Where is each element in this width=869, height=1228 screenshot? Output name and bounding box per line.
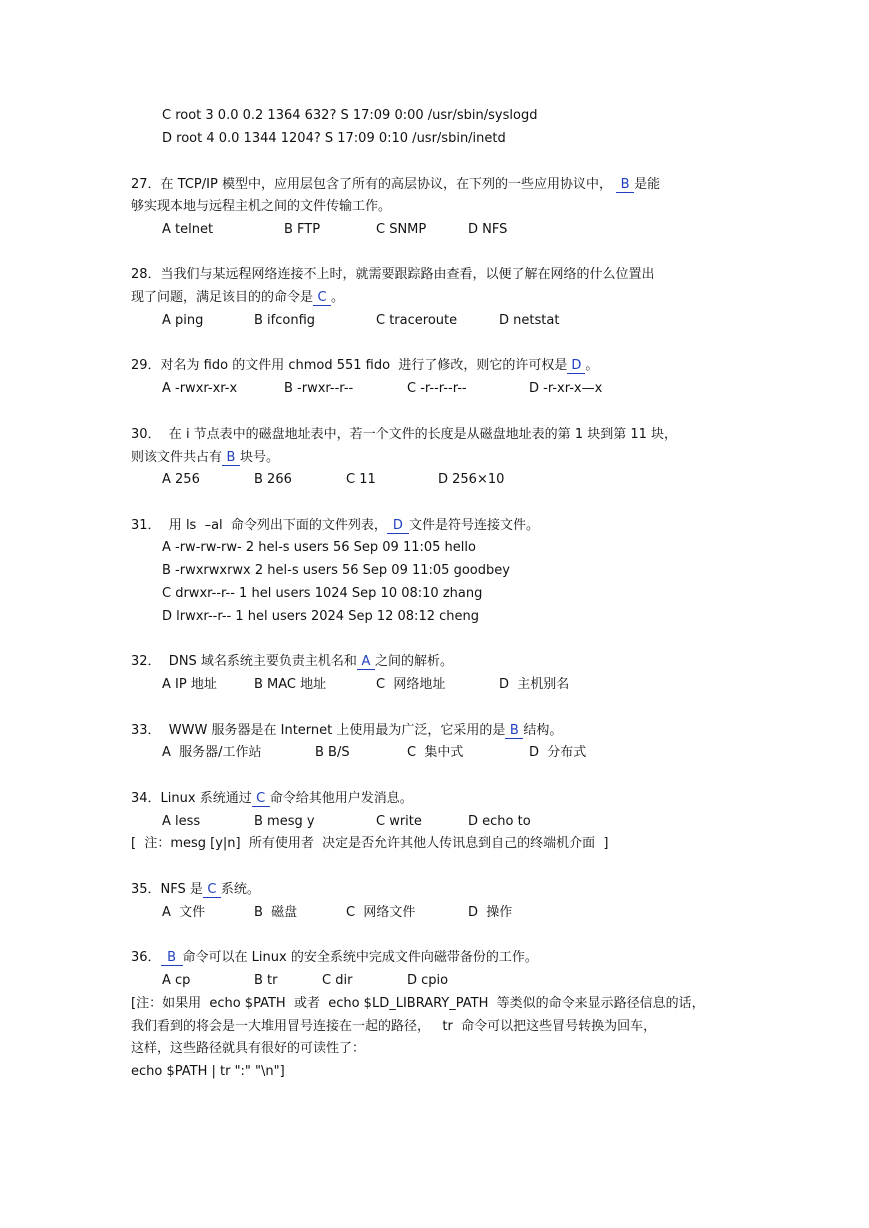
q34-note: [ 注：mesg [y|n] 所有使用者 决定是否允许其他人传讯息到自己的终端机介面 ] <box>131 836 609 851</box>
q32-option-c: C 网络地址 <box>376 677 446 692</box>
question-32: 32． DNS 域名系统主要负责主机名和 A 之间的解析。 <box>131 654 453 669</box>
answer-30: B <box>222 450 240 466</box>
q29-option-d: D -r-xr-x—x <box>529 381 603 396</box>
question-27-cont: 够实现本地与远程主机之间的文件传输工作。 <box>131 199 392 214</box>
q35-option-c: C 网络文件 <box>346 905 416 920</box>
answer-33: B <box>505 723 523 739</box>
q32-option-b: B MAC 地址 <box>254 677 327 692</box>
q36-option-b: B tr <box>254 973 278 988</box>
process-line-c: C root 3 0.0 0.2 1364 632? S 17:09 0:00 /usr/sbin/syslogd <box>162 108 538 123</box>
question-30-cont: 则该文件共占有 B 块号。 <box>131 450 280 465</box>
q27-option-a: A telnet <box>162 222 214 237</box>
q31-listing-a: A -rw-rw-rw- 2 hel-s users 56 Sep 09 11:05 hello <box>162 540 476 555</box>
q29-option-b: B -rwxr--r-- <box>284 381 354 396</box>
q35-option-a: A 文件 <box>162 905 206 920</box>
question-33: 33． WWW 服务器是在 Internet 上使用最为广泛，它采用的是 B 结构。 <box>131 723 563 738</box>
question-28-cont: 现了问题，满足该目的的命令是 C 。 <box>131 290 345 305</box>
q27-option-d: D NFS <box>468 222 508 237</box>
q28-option-a: A ping <box>162 313 204 328</box>
answer-31: D <box>387 518 409 534</box>
q33-option-b: B B/S <box>315 745 350 760</box>
q35-option-b: B 磁盘 <box>254 905 298 920</box>
q36-note-line-3: 这样，这些路径就具有很好的可读性了： <box>131 1041 366 1056</box>
q28-option-d: D netstat <box>499 313 560 328</box>
question-35: 35．NFS 是 C 系统。 <box>131 882 260 897</box>
q30-option-a: A 256 <box>162 472 200 487</box>
q36-note-line-1: [注：如果用 echo $PATH 或者 echo $LD_LIBRARY_PATH 等类似的命令来显示路径信息的话， <box>131 996 705 1011</box>
q34-option-b: B mesg y <box>254 814 315 829</box>
q33-option-c: C 集中式 <box>407 745 464 760</box>
question-29: 29．对名为 fido 的文件用 chmod 551 fido 进行了修改，则它的许可权是 D 。 <box>131 358 599 373</box>
answer-27: B <box>616 177 634 193</box>
q27-option-c: C SNMP <box>376 222 427 237</box>
question-27: 27．在 TCP/IP 模型中，应用层包含了所有的高层协议，在下列的一些应用协议中， B 是能 <box>131 177 661 192</box>
process-line-d: D root 4 0.0 1344 1204? S 17:09 0:10 /usr/sbin/inetd <box>162 131 506 146</box>
question-36: 36． B 命令可以在 Linux 的安全系统中完成文件向磁带备份的工作。 <box>131 950 538 965</box>
q32-option-d: D 主机别名 <box>499 677 570 692</box>
q31-listing-c: C drwxr--r-- 1 hel users 1024 Sep 10 08:10 zhang <box>162 586 483 601</box>
answer-34: C <box>252 791 270 807</box>
q29-option-a: A -rwxr-xr-x <box>162 381 238 396</box>
q29-option-c: C -r--r--r-- <box>407 381 467 396</box>
answer-28: C <box>313 290 331 306</box>
q30-option-d: D 256×10 <box>438 472 505 487</box>
q32-option-a: A IP 地址 <box>162 677 217 692</box>
q33-option-d: D 分布式 <box>529 745 587 760</box>
q30-option-c: C 11 <box>346 472 376 487</box>
q35-option-d: D 操作 <box>468 905 513 920</box>
answer-36: B <box>161 950 183 966</box>
question-31: 31． 用 ls –al 命令列出下面的文件列表， D 文件是符号连接文件。 <box>131 518 539 533</box>
answer-29: D <box>567 358 585 374</box>
q34-option-c: C write <box>376 814 422 829</box>
q36-note-line-4: echo $PATH | tr ":" "\n"] <box>131 1064 285 1079</box>
q31-listing-b: B -rwxrwxrwx 2 hel-s users 56 Sep 09 11:05 goodbey <box>162 563 510 578</box>
question-30: 30． 在 i 节点表中的磁盘地址表中，若一个文件的长度是从磁盘地址表的第 1 块到第 11 块， <box>131 427 678 442</box>
q27-option-b: B FTP <box>284 222 321 237</box>
q36-option-a: A cp <box>162 973 191 988</box>
q28-option-b: B ifconfig <box>254 313 316 328</box>
question-34: 34．Linux 系统通过 C 命令给其他用户发消息。 <box>131 791 413 806</box>
q36-option-d: D cpio <box>407 973 449 988</box>
q31-listing-d: D lrwxr--r-- 1 hel users 2024 Sep 12 08:12 cheng <box>162 609 479 624</box>
question-28: 28．当我们与某远程网络连接不上时，就需要跟踪路由查看，以便了解在网络的什么位置出 <box>131 267 655 282</box>
answer-35: C <box>203 882 221 898</box>
q34-option-a: A less <box>162 814 201 829</box>
q34-option-d: D echo to <box>468 814 531 829</box>
q33-option-a: A 服务器/工作站 <box>162 745 262 760</box>
q36-option-c: C dir <box>322 973 353 988</box>
q36-note-line-2: 我们看到的将会是一大堆用冒号连接在一起的路径， tr 命令可以把这些冒号转换为回车， <box>131 1019 657 1034</box>
q28-option-c: C traceroute <box>376 313 458 328</box>
answer-32: A <box>357 654 375 670</box>
q30-option-b: B 266 <box>254 472 292 487</box>
